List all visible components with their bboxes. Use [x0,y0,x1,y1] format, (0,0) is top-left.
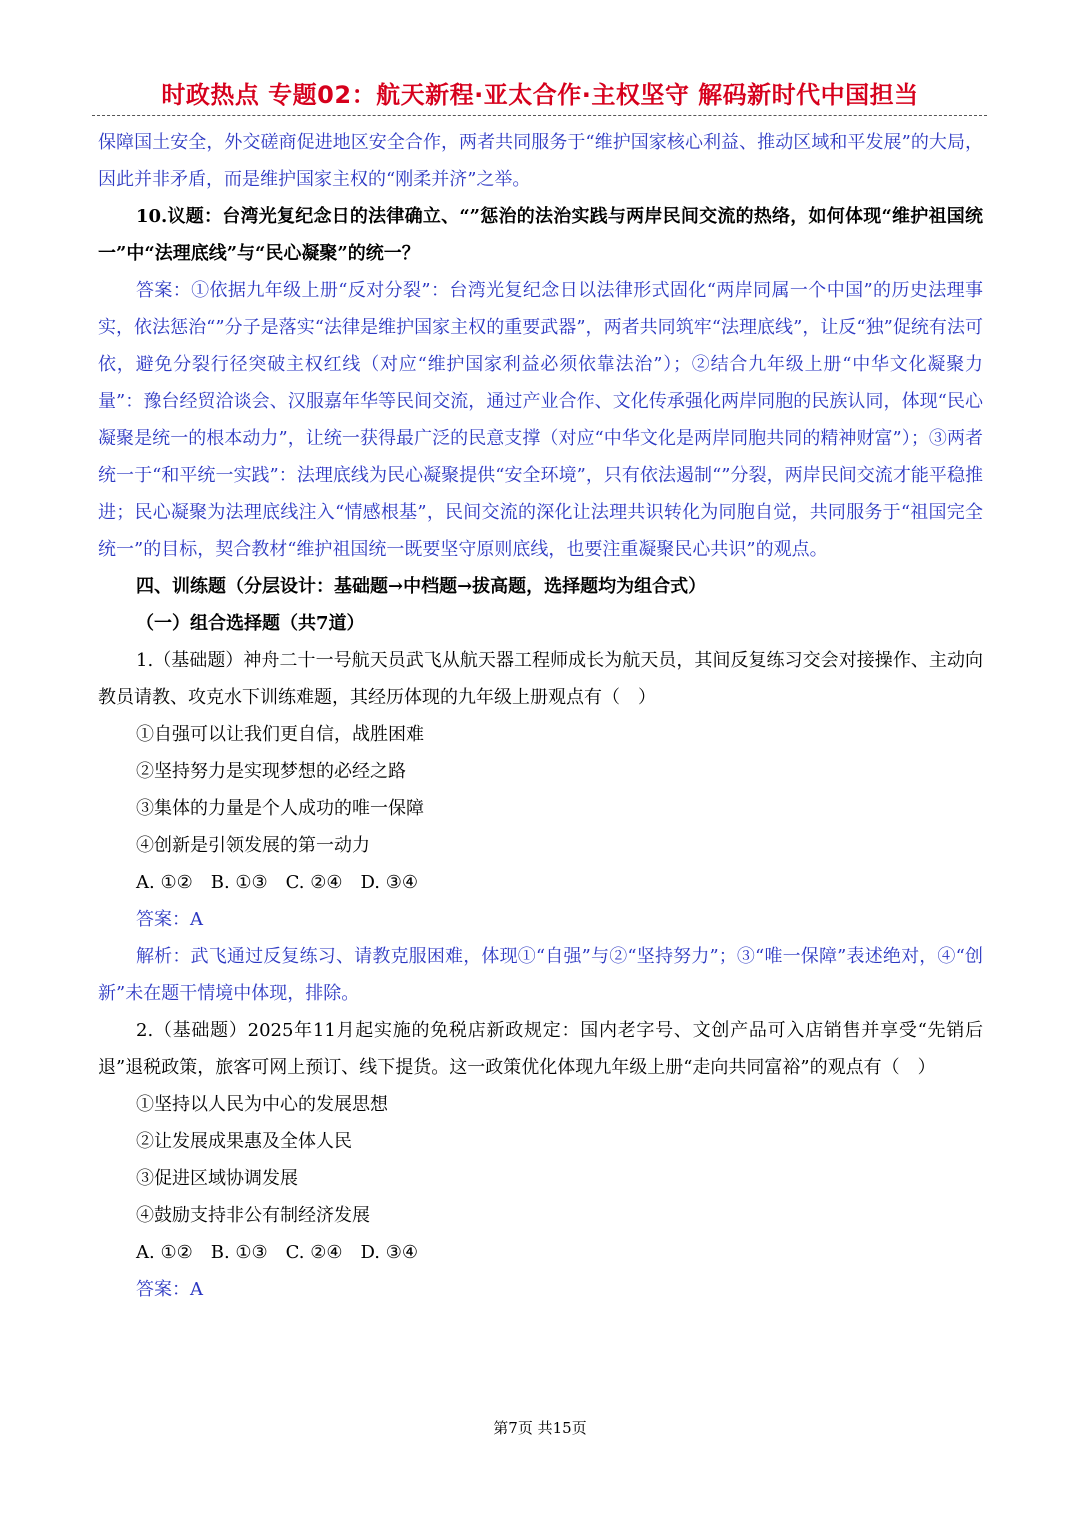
paragraph: 答案：A [136,909,203,930]
paragraph: 保障国土安全，外交磋商促进地区安全合作，两者共同服务于“维护国家核心利益、推动区域和平发展”的大局，因此并非矛盾，而是维护国家主权的“刚柔并济”之举。 [98,132,983,190]
paragraph: ②坚持努力是实现梦想的必经之路 [136,761,406,782]
paragraph: 四、训练题（分层设计：基础题→中档题→拔高题，选择题均为组合式） [136,576,707,597]
paragraph: 2.（基础题）2025年11月起实施的免税店新政规定：国内老字号、文创产品可入店销售并享受“先销后退”退税政策，旅客可网上预订、线下提货。这一政策优化体现九年级上册“走向共同富裕”的观点有（ ） [98,1020,983,1078]
paragraph: ④鼓励支持非公有制经济发展 [136,1205,370,1226]
paragraph: A. ①② B. ①③ C. ②④ D. ③④ [136,1242,419,1263]
paragraph: ③集体的力量是个人成功的唯一保障 [136,798,424,819]
paragraph: A. ①② B. ①③ C. ②④ D. ③④ [136,872,419,893]
paragraph: 1.（基础题）神舟二十一号航天员武飞从航天器工程师成长为航天员，其间反复练习交会对接操作、主动向教员请教、攻克水下训练难题，其经历体现的九年级上册观点有（ ） [98,650,983,708]
paragraph: ④创新是引领发展的第一动力 [136,835,370,856]
paragraph: 解析：武飞通过反复练习、请教克服困难，体现①“自强”与②“坚持努力”；③“唯一保障”表述绝对，④“创新”未在题干情境中体现，排除。 [98,946,983,1004]
document-body [98,124,983,1308]
paragraph: 10.议题：台湾光复纪念日的法律确立、“”惩治的法治实践与两岸民间交流的热络，如何体现“维护祖国统一”中“法理底线”与“民心凝聚”的统一？ [98,206,983,264]
paragraph: 答案：①依据九年级上册“反对分裂”：台湾光复纪念日以法律形式固化“两岸同属一个中国”的历史法理事实，依法惩治“”分子是落实“法律是维护国家主权的重要武器”，两者共同筑牢“法理底线”，让反“独”促统有法可依，避免分裂行径突破主权红线（对应“维护国家利益必须依靠法治”）；②结合九年级上册“中华文化凝聚力量”：豫台经贸洽谈会、汉服嘉年华等民间交流，通过产业合作、文化传承强化两岸同胞的民族认同，体现“民心凝聚是统一的根本动力”，让统一获得最广泛的民意支撑（对应“中华文化是两岸同胞共同的精神财富”）；③两者统一于“和平统一实践”：法理底线为民心凝聚提供“安全环境”，只有依法遏制“”分裂，两岸民间交流才能平稳推进；民心凝聚为法理底线注入“情感根基”，民间交流的深化让法理共识转化为同胞自觉，共同服务于“祖国完全统一”的目标，契合教材“维护祖国统一既要坚守原则底线，也要注重凝聚民心共识”的观点。 [98,280,983,560]
paragraph: ②让发展成果惠及全体人民 [136,1131,352,1152]
paragraph: ①坚持以人民为中心的发展思想 [136,1094,388,1115]
paragraph: （一）组合选择题（共7道） [136,613,365,634]
paragraph: 答案：A [136,1279,203,1300]
header-divider [92,115,987,116]
page-number: 第7页 共15页 [493,1419,587,1437]
document-header-title: 时政热点 专题02：航天新程·亚太合作·主权坚守 解码新时代中国担当 [161,81,919,109]
paragraph: ①自强可以让我们更自信，战胜困难 [136,724,424,745]
paragraph: ③促进区域协调发展 [136,1168,298,1189]
